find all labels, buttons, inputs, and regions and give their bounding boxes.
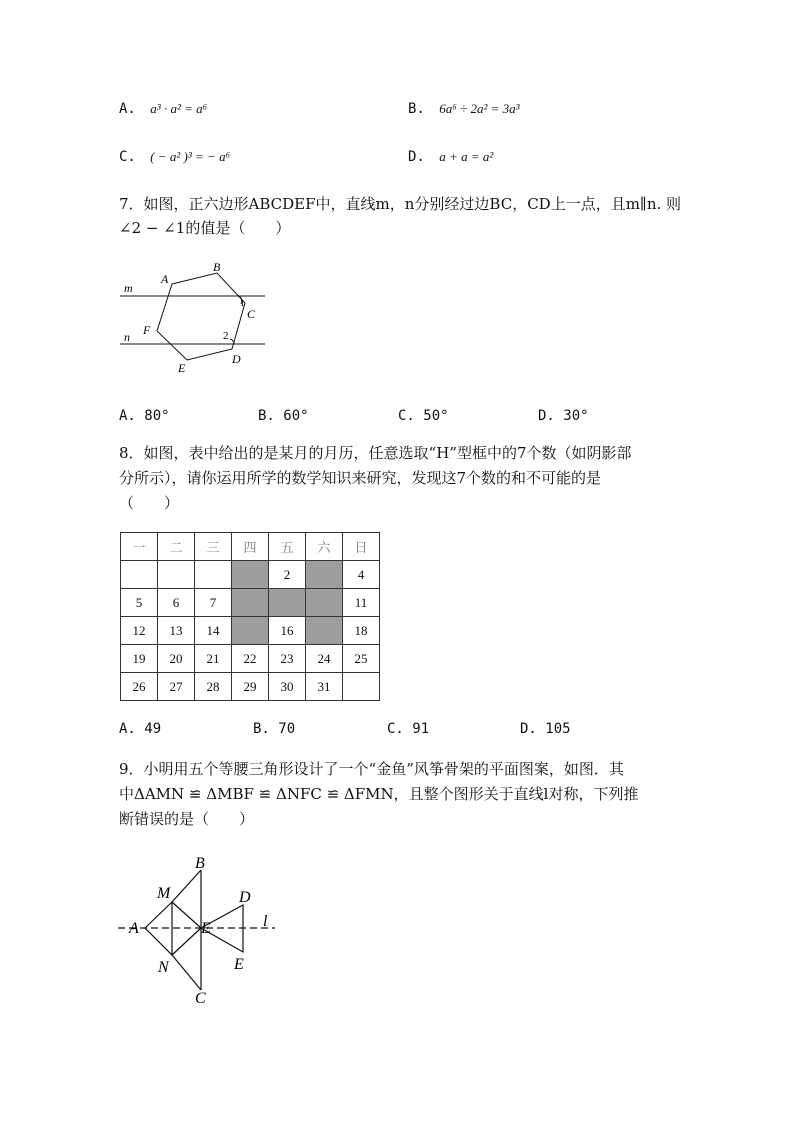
calendar-cell [121, 561, 158, 589]
label-m: M [157, 885, 171, 902]
label-n: n [124, 330, 130, 344]
label-c: C [195, 990, 206, 1007]
label-angle-1: 1 [240, 298, 245, 308]
calendar-header: 一 [121, 533, 158, 561]
q9-stem-line1: 9．小明用五个等腰三角形设计了一个“金鱼”风筝骨架的平面图案，如图．其 [119, 760, 624, 778]
calendar-cell-shaded [232, 589, 269, 617]
q7-option-a: A. 80° [119, 408, 170, 424]
hexagon-abcdef [157, 273, 245, 360]
label-e-tail: E [234, 956, 244, 973]
calendar-cell-shaded [269, 589, 306, 617]
calendar-header-row [121, 533, 380, 561]
q8-option-b: B. 70 [253, 721, 296, 737]
calendar-cell: 27 [158, 673, 195, 701]
calendar-cell: 25 [343, 645, 380, 673]
calendar-cell [343, 673, 380, 701]
label-f: F [143, 323, 151, 337]
calendar-cell: 14 [195, 617, 232, 645]
q7-option-b: B. 60° [258, 408, 309, 424]
q8-stem-line2: 分所示），请你运用所学的数学知识来研究，发现这7个数的和不可能的是 [119, 469, 602, 487]
calendar-cell: 24 [306, 645, 343, 673]
label-d: D [239, 889, 251, 906]
calendar-cell: 18 [343, 617, 380, 645]
calendar-cell [158, 561, 195, 589]
calendar-header: 二 [158, 533, 195, 561]
label-n: N [158, 959, 169, 976]
label-l: l [263, 913, 268, 930]
q6-option-a: A. a³ · a² = a⁶ [119, 101, 208, 117]
calendar-cell: 16 [269, 617, 306, 645]
calendar-cell-shaded [232, 561, 269, 589]
hexagon-figure [115, 258, 275, 383]
calendar-row [121, 561, 380, 589]
calendar-cell: 4 [343, 561, 380, 589]
calendar-cell: 2 [269, 561, 306, 589]
label-angle-2: 2 [223, 330, 229, 342]
calendar-cell: 26 [121, 673, 158, 701]
q8-option-c: C. 91 [387, 721, 430, 737]
calendar-row [121, 673, 380, 701]
calendar-cell: 23 [269, 645, 306, 673]
q6-option-c: C. ( − a² )³ = − a⁶ [119, 149, 231, 165]
label-e: E [178, 361, 186, 375]
calendar-header: 六 [306, 533, 343, 561]
calendar-cell-shaded [306, 561, 343, 589]
calendar-cell: 31 [306, 673, 343, 701]
label-d: D [232, 352, 241, 366]
calendar-cell: 20 [158, 645, 195, 673]
q7-stem-line1: 7．如图，正六边形ABCDEF中，直线m，n分别经过边BC，CD上一点，且m∥n. 则 [119, 195, 682, 213]
calendar-cell: 13 [158, 617, 195, 645]
calendar-table [120, 532, 380, 701]
q8-stem-line3: （ ） [119, 494, 180, 512]
calendar-cell: 5 [121, 589, 158, 617]
label-b: B [195, 855, 205, 872]
q8-stem-line1: 8．如图，表中给出的是某月的月历，任意选取“H”型框中的7个数（如阴影部 [119, 444, 632, 462]
calendar-cell: 6 [158, 589, 195, 617]
calendar-cell: 29 [232, 673, 269, 701]
calendar-cell [195, 561, 232, 589]
q7-stem-line2: ∠2 − ∠1的值是（ ） [119, 219, 291, 237]
q8-option-a: A. 49 [119, 721, 162, 737]
calendar-cell: 19 [121, 645, 158, 673]
calendar-cell: 11 [343, 589, 380, 617]
calendar-row [121, 589, 380, 617]
calendar-header: 日 [343, 533, 380, 561]
q9-stem-line2: 中ΔAMN ≌ ΔMBF ≌ ΔNFC ≌ ΔFMN，且整个图形关于直线l对称，下列推 [119, 785, 639, 803]
calendar-cell-shaded [306, 589, 343, 617]
calendar-cell: 21 [195, 645, 232, 673]
goldfish-figure [115, 850, 285, 1010]
calendar-cell: 7 [195, 589, 232, 617]
label-a: A [161, 272, 169, 286]
label-a: A [129, 920, 139, 937]
q9-stem-line3: 断错误的是（ ） [119, 810, 255, 828]
label-e-center: E [201, 920, 211, 937]
calendar-cell: 28 [195, 673, 232, 701]
label-c: C [247, 307, 256, 321]
calendar-row [121, 617, 380, 645]
label-b: B [213, 260, 221, 274]
calendar-cell: 12 [121, 617, 158, 645]
calendar-row [121, 645, 380, 673]
q7-option-d: D. 30° [538, 408, 589, 424]
q7-option-c: C. 50° [398, 408, 449, 424]
q6-option-b: B. 6a⁶ ÷ 2a² = 3a³ [408, 101, 520, 117]
label-m: m [124, 281, 133, 295]
calendar-header: 四 [232, 533, 269, 561]
calendar-cell-shaded [232, 617, 269, 645]
q8-option-d: D. 105 [520, 721, 571, 737]
q6-option-d: D. a + a = a² [408, 149, 494, 165]
calendar-cell-shaded [306, 617, 343, 645]
calendar-header: 三 [195, 533, 232, 561]
calendar-cell: 30 [269, 673, 306, 701]
calendar-header: 五 [269, 533, 306, 561]
calendar-cell: 22 [232, 645, 269, 673]
